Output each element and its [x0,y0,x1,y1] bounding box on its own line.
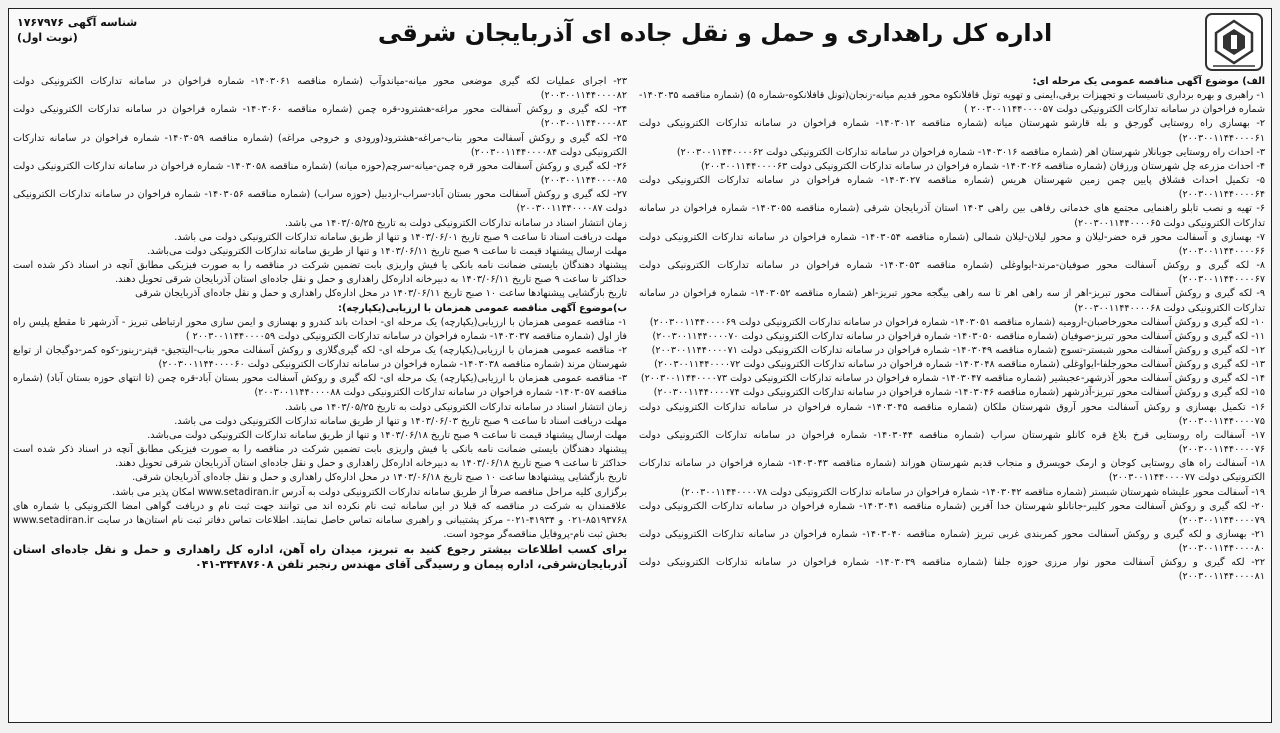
list-item: مهلت ارسال پیشنهاد قیمت تا ساعت ۹ صبح تاریخ ۱۴۰۳/۰۶/۱۸ و تنها از طریق سامانه تدارکات الکترونیکی دولت می‌باشد. [147,429,627,441]
list-item: ۲۴- لکه گیری و روکش آسفالت محور مراغه-هشترود-قره چمن (شماره مناقصه ۱۴۰۳۰۶۰- شماره فراخوان در سامانه تدارکات الکترونیکی دولت ۲۰۰۳۰۰۱۱۴۴۰۰۰۰۸۳) [13,104,627,130]
list-item: مهلت ارسال پیشنهاد قیمت تا ساعت ۹ صبح تاریخ ۱۴۰۳/۰۶/۱۱ و تنها از طریق سامانه تدارکات الکترونیکی دولت می‌باشد. [147,245,627,257]
list-item: ۲۳- اجرای عملیات لکه گیری موضعی محور میانه-میاندوآب (شماره مناقصه ۱۴۰۳۰۶۱- شماره فراخوان در سامانه تدارکات الکترونیکی دولت ۲۰۰۳۰۰۱۱۴۴۰۰۰۰۸۲) [13,76,627,102]
list-item: ۵- تکمیل احداث قشلاق پایین چمن زمین شهرستان هریس (شماره مناقصه ۱۴۰۳۰۲۷- شماره فراخوان در سامانه تدارکات الکترونیکی دولت ۲۰۰۳۰۰۱۱۴۴۰۰۰۰۶۴) [639,175,1265,201]
list-item: ۸- لکه گیری و روکش آسفالت محور صوفیان-مرند-ایواوغلی (شماره مناقصه ۱۴۰۳۰۵۳- شماره فراخوان در سامانه تدارکات الکترونیکی دولت ۲۰۰۳۰۰۱۱۴۴۰۰۰۰۶۷) [639,260,1265,286]
ad-round: (نوبت اول) [17,31,78,44]
list-item: ۱۲- لکه گیری و روکش آسفالت محور شبستر-تسوج (شماره مناقصه ۱۴۰۳۰۴۹- شماره فراخوان در سامانه تدارکات الکترونیکی دولت ۲۰۰۳۰۰۱۱۴۴۰۰۰۰۷۱) [651,344,1265,356]
list-item: مهلت دریافت اسناد تا ساعت ۹ صبح تاریخ ۱۴۰۳/۰۶/۰۱ و تنها از طریق سامانه تدارکات الکترونیکی دولت می باشد. [174,231,627,243]
section-heading: الف) موضوع آگهی مناقصه عمومی یک مرحله ای: [1032,76,1265,87]
list-item: برگزاری کلیه مراحل مناقصه صرفاً از طریق سامانه تدارکات الکترونیکی دولت به آدرس www.setadiran.ir امکان پذیر می باشد. [112,486,627,498]
page-title: اداره کل راهداری و حمل و نقل جاده ای آذربایجان شرقی [377,19,1053,47]
ad-id: شناسه آگهی ۱۷۶۷۹۷۶ [17,16,138,29]
list-item: ۱۷- آسفالت راه روستایی قرخ بلاغ قره کانلو شهرستان سراب (شماره مناقصه ۱۴۰۳۰۴۴- شماره فراخوان در سامانه تدارکات الکترونیکی دولت ۲۰۰۳۰۰۱۱۴۴۰۰۰۰۷۶) [639,429,1265,456]
content-columns [15,75,1265,718]
list-item: ۱- مناقصه عمومی همزمان با ارزیابی(یکپارچه) یک مرحله ای- احداث باند کندرو و بهسازی و ایمن سازی محور ارتباطی تبریز - آذرشهر تا مقطع پلیس راه فاز اول (شماره مناقصه ۱۴۰۳۰۳۷- شماره فراخوان در سامانه تدارکات الکترونیکی دولت ۲۰۰۳۰۰۱۱۴۴۰۰۰۰۵۹ ) [13,316,627,342]
list-item: ۴- احداث مزرعه چل شهرستان ورزقان (شماره مناقصه ۱۴۰۳۰۲۶- شماره فراخوان در سامانه تدارکات الکترونیکی دولت ۲۰۰۳۰۰۱۱۴۴۰۰۰۰۶۳) [700,160,1265,172]
list-item: ۲- بهسازی راه روستایی گورجق و بله قارشو شهرستان میانه (شماره مناقصه ۱۴۰۳۰۱۲- شماره فراخوان در سامانه تدارکات الکترونیکی دولت ۲۰۰۳۰۰۱۱۴۴۰۰۰۰۶۱) [639,118,1265,144]
list-item: ۲۵- لکه گیری و روکش آسفالت محور بناب-مراغه-هشترود(ورودی و خروجی مراغه) (شماره مناقصه ۱۴۰۳۰۵۹- شماره فراخوان در سامانه تدارکات الکترونیکی دولت ۲۰۰۳۰۰۱۱۴۴۰۰۰۰۸۴) [13,132,627,158]
list-item: ۱۸- آسفالت راه های روستایی کوجان و ارمک خویسرق و منجاب قدیم شهرستان هوراند (شماره مناقصه ۱۴۰۳۰۴۳- شماره فراخوان در سامانه تدارکات الکترونیکی دولت ۲۰۰۳۰۰۱۱۴۴۰۰۰۰۷۷) [639,458,1265,484]
left-column [13,75,627,718]
list-item: مهلت دریافت اسناد تا ساعت ۹ صبح تاریخ ۱۴۰۳/۰۶/۰۳ و تنها از طریق سامانه تدارکات الکترونیکی دولت می باشد. [174,415,627,427]
list-item: ۲۷- لکه گیری و روکش آسفالت محور بستان آباد-سراب-اردبیل (حوزه سراب) (شماره مناقصه ۱۴۰۳۰۵۶- شماره فراخوان در سامانه تدارکات الکترونیکی دولت ۲۰۰۳۰۰۱۱۴۴۰۰۰۰۸۷) [13,189,627,215]
list-item: ۱۹- آسفالت محور علیشاه شهرستان شبستر (شماره مناقصه ۱۴۰۳۰۴۲- شماره فراخوان در سامانه تدارکات الکترونیکی دولت ۲۰۰۳۰۰۱۱۴۴۰۰۰۰۷۸) [680,486,1265,498]
list-item: ۱۳- لکه گیری و روکش آسفالت محورجلفا-ایواوغلی (شماره مناقصه ۱۴۰۳۰۴۸- شماره فراخوان در سامانه تدارکات الکترونیکی دولت ۲۰۰۳۰۰۱۱۴۴۰۰۰۰۷۲) [654,359,1265,371]
list-item: پیشنهاد دهندگان بایستی ضمانت نامه بانکی یا فیش واریزی بابت تضمین شرکت در مناقصه را به صورت فیزیکی مطابق آنچه در اسناد ذکر شده است حداکثر تا ساعت ۹ صبح تاریخ ۱۴۰۳/۰۶/۱۸ به دبیرخانه اداره‌کل راهداری و حمل و نقل جاده‌ای استان آذربایجان شرقی تحویل دهند. [13,444,627,470]
list-item: ۱۶- تکمیل بهسازی و روکش آسفالت محور آروق شهرستان ملکان (شماره مناقصه ۱۴۰۳۰۴۵- شماره فراخوان در سامانه تدارکات الکترونیکی دولت ۲۰۰۳۰۰۱۱۴۴۰۰۰۰۷۵) [639,401,1265,427]
list-item: ۶- تهیه و نصب تابلو راهنمایی مجتمع های خدماتی رفاهی بین راهی ۱۴۰۳ استان آذربایجان شرقی (شماره مناقصه ۱۴۰۳۰۵۵- شماره فراخوان در سامانه تدارکات الکترونیکی دولت ۲۰۰۳۰۰۱۱۴۴۰۰۰۰۶۵) [639,203,1265,229]
list-item: ۲- مناقصه عمومی همزمان با ارزیابی(یکپارچه) یک مرحله ای- لکه گیری‌گلازی و روکش آسفالت محور بناب-الیتجیق- قپتر-زینوز-کوه کمر-دوگیجان از توابع شهرستان مرند (شماره مناقصه ۱۴۰۳۰۳۸- شماره فراخوان در سامانه تدارکات الکترونیکی دولت ۲۰۰۳۰۰۱۱۴۴۰۰۰۰۶۰) [13,344,627,371]
list-item: ۲۱- بهسازی و لکه گیری و روکش آسفالت محور کمربندی غربی تبریز (شماره مناقصه ۱۴۰۳۰۴۰- شماره فراخوان در سامانه تدارکات الکترونیکی دولت ۲۰۰۳۰۰۱۱۴۴۰۰۰۰۸۰) [639,529,1265,555]
ad-id-block [17,15,157,45]
section-heading: برای کسب اطلاعات بیشتر رجوع کنید به تبریز، میدان راه آهن، اداره کل راهداری و حمل و نقل جاده‌ای استان آذربایجان‌شرقی، اداره پیمان و رسیدگی آقای مهندس رنجبر تلفن ۳۴۴۸۷۶۰۸-۰۴۱ [13,543,627,572]
list-item: ۳- احداث راه روستایی جوبانلار شهرستان اهر (شماره مناقصه ۱۴۰۳۰۱۶- شماره فراخوان در سامانه تدارکات الکترونیکی دولت ۲۰۰۳۰۰۱۱۴۴۰۰۰۰۶۲) [676,146,1265,158]
list-item: ۱۱- لکه گیری و روکش آسفالت محور تبریز-صوفیان (شماره مناقصه ۱۴۰۳۰۵۰- شماره فراخوان در سامانه تدارکات الکترونیکی دولت ۲۰۰۳۰۰۱۱۴۴۰۰۰۰۷۰) [652,330,1265,342]
advertisement-sheet [8,8,1272,723]
list-item: زمان انتشار اسناد در سامانه تدارکات الکترونیکی دولت به تاریخ ۱۴۰۳/۰۵/۲۵ می باشد. [284,217,627,229]
right-column [639,75,1265,718]
list-item: تاریخ بازگشایی پیشنهادها ساعت ۱۰ صبح تاریخ ۱۴۰۳/۰۶/۱۱ در محل اداره‌کل راهداری و حمل و نقل جاده‌ای آذربایجان شرقی [135,288,627,300]
list-item: زمان انتشار اسناد در سامانه تدارکات الکترونیکی دولت به تاریخ ۱۴۰۳/۰۵/۲۵ می باشد. [284,401,627,413]
list-item: ۲۶- لکه گیری و روکش آسفالت محور قره چمن-میانه-سرچم(حوزه میانه) (شماره مناقصه ۱۴۰۳۰۵۸- شماره فراخوان در سامانه تدارکات الکترونیکی دولت ۲۰۰۳۰۰۱۱۴۴۰۰۰۰۸۵) [13,160,627,187]
list-item: ۱۴- لکه گیری و روکش آسفالت محور آذرشهر-عجبشیر (شماره مناقصه ۱۴۰۳۰۴۷- شماره فراخوان در سامانه تدارکات الکترونیکی دولت ۲۰۰۳۰۰۱۱۴۴۰۰۰۰۷۳) [640,373,1265,385]
list-item: تاریخ بازگشایی پیشنهادها ساعت ۱۰ صبح تاریخ ۱۴۰۳/۰۶/۱۸ در محل اداره‌کل راهداری و حمل و نقل جاده‌ای آذربایجان شرقی. [132,472,627,484]
list-item: ۳- مناقصه عمومی همزمان با ارزیابی(یکپارچه) یک مرحله ای- لکه گیری و روکش آسفالت محور بستان آباد-قره چمن (تا انتهای حوزه بستان آباد) (شماره مناقصه ۱۴۰۳۰۵۷- شماره فراخوان در سامانه تدارکات الکترونیکی دولت ۲۰۰۳۰۰۱۱۴۴۰۰۰۰۸۸) [13,373,627,399]
organization-logo-icon [1205,13,1263,71]
list-item: ۹- لکه گیری و روکش آسفالت محور تبریز-اهر از سه راهی اهر تا سه راهی بیگجه محور تبریز-اهر (شماره مناقصه ۱۴۰۳۰۵۲- شماره فراخوان در سامانه تدارکات الکترونیکی دولت ۲۰۰۳۰۰۱۱۴۴۰۰۰۰۶۸) [639,288,1265,314]
list-item: پیشنهاد دهندگان بایستی ضمانت نامه بانکی یا فیش واریزی بابت تضمین شرکت در مناقصه را به صورت فیزیکی مطابق آنچه در اسناد ذکر شده است حداکثر تا ساعت ۹ صبح تاریخ ۱۴۰۳/۰۶/۱۱ به دبیرخانه اداره‌کل راهداری و حمل و نقل جاده‌ای استان آذربایجان شرقی تحویل دهند. [13,260,627,286]
list-item: ۱۰- لکه گیری و روکش آسفالت محورخاصبان-ارومیه (شماره مناقصه ۱۴۰۳۰۵۱- شماره فراخوان در سامانه تدارکات الکترونیکی دولت ۲۰۰۳۰۰۱۱۴۴۰۰۰۰۶۹) [649,316,1265,328]
list-item: علاقمندان به شرکت در مناقصه که قبلا در این سامانه ثبت نام نکرده اند می توانند جهت ثبت نام و دریافت گواهی امضا الکترونیکی با شماره های ۸۵۱۹۳۷۶۸-۰۲۱ و ۴۱۹۳۴-۰۲۱- مرکز پشتیبانی و راهبری سامانه تماس حاصل نمایند. اطلاعات تماس دفاتر ثبت نام استان‌ها در سایت www.setadiran.ir بخش ثبت نام-پروفایل مناقصه‌گر موجود است. [13,500,627,540]
section-heading: ب)موضوع آگهی مناقصه عمومی همزمان با ارزیابی(یکپارچه): [338,302,627,314]
list-item: ۲۰- لکه گیری و روکش آسفالت محور کلیبر-جانانلو شهرستان خدا آفرین (شماره مناقصه ۱۴۰۳۰۴۱- شماره فراخوان در سامانه تدارکات الکترونیکی دولت ۲۰۰۳۰۰۱۱۴۴۰۰۰۰۷۹) [639,500,1265,526]
list-item: ۷- بهسازی و آسفالت محور قره خضر-لیلان و محور لیلان-لیلان شمالی (شماره مناقصه ۱۴۰۳۰۵۴- شماره فراخوان در سامانه تدارکات الکترونیکی دولت ۲۰۰۳۰۰۱۱۴۴۰۰۰۰۶۶) [639,231,1265,257]
list-item: ۲۲- لکه گیری و روکش آسفالت محور نوار مرزی حوزه جلفا (شماره مناقصه ۱۴۰۳۰۳۹- شماره فراخوان در سامانه تدارکات الکترونیکی دولت ۲۰۰۳۰۰۱۱۴۴۰۰۰۰۸۱) [639,557,1265,583]
list-item: ۱- راهبری و بهره برداری تاسیسات و تجهیزات برقی،ایمنی و تهویه تونل قافلانکوه محور قدیم میانه-زنجان(تونل قافلانکوه-شماره ۵) (شماره مناقصه ۱۴۰۳۰۳۵- شماره فراخوان در سامانه تدارکات الکترونیکی دولت ۲۰۰۳۰۰۱۱۴۴۰۰۰۰۵۷ ) [639,90,1265,116]
list-item: ۱۵- لکه گیری و روکش آسفالت محور تبریز-آذرشهر (شماره مناقصه ۱۴۰۳۰۴۶- شماره فراخوان در سامانه تدارکات الکترونیکی دولت ۲۰۰۳۰۰۱۱۴۴۰۰۰۰۷۴) [653,387,1265,399]
